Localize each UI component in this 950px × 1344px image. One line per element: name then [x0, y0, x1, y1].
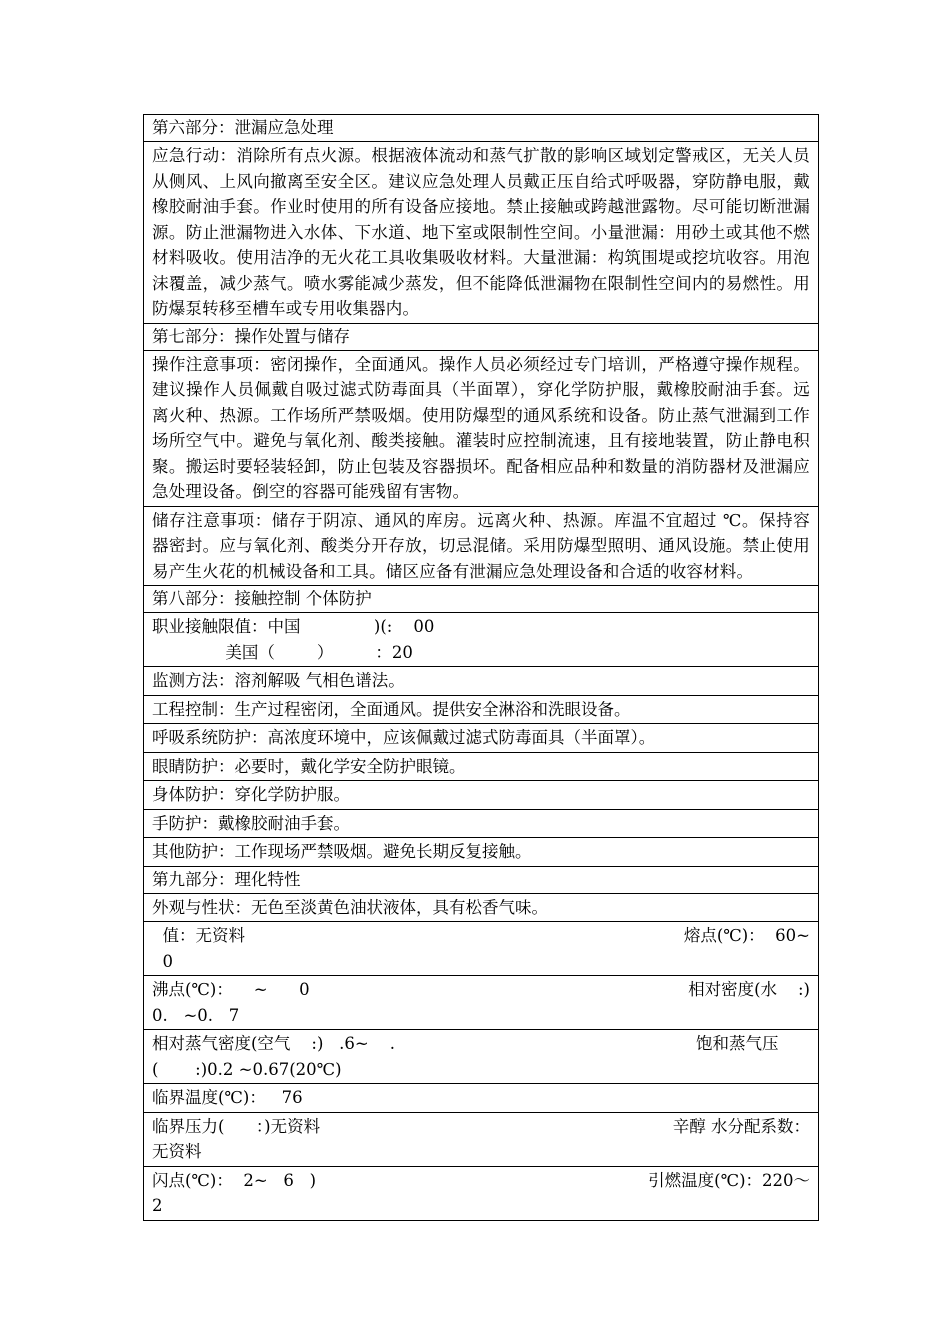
flash-ignition-row	[144, 1166, 818, 1220]
vapor-pressure-cont: ( :)0.2 ~0.67(20℃)	[152, 1059, 342, 1079]
hand-protection: 手防护：戴橡胶耐油手套。	[144, 809, 818, 838]
other-protection: 其他防护：工作现场严禁吸烟。避免长期反复接触。	[144, 837, 818, 866]
emergency-response-text: 应急行动：消除所有点火源。根据液体流动和蒸气扩散的影响区域划定警戒区，无关人员从侧风、上风向撤离至安全区。建议应急处理人员戴正压自给式呼吸器，穿防静电服，戴橡胶耐油手套。作业时使用的所有设备应接地。禁止接触或跨越泄露物。尽可能切断泄漏源。防止泄漏物进入水体、下水道、地下室或限制性空间。小量泄漏：用砂土或其他不燃材料吸收。使用洁净的无火花工具收集吸收材料。大量泄漏：构筑围堤或挖坑收容。用泡沫覆盖，减少蒸气。喷水雾能减少蒸发，但不能降低泄漏物在限制性空间内的易燃性。用防爆泵转移至槽车或专用收集器内。	[144, 141, 818, 323]
partition-coefficient-cont: 无资料	[152, 1142, 202, 1161]
relative-density-cont: 0. ~0. 7	[152, 1005, 240, 1025]
part8-title: 第八部分：接触控制 个体防护	[144, 585, 818, 612]
exposure-limit-usa: 美国（ ） ：20	[152, 642, 413, 662]
monitoring-method: 监测方法：溶剂解吸 气相色谱法。	[144, 666, 818, 695]
critical-temperature: 临界温度(℃)： 76	[144, 1083, 818, 1112]
ph-melting-row	[144, 921, 818, 975]
boiling-density-row	[144, 975, 818, 1029]
ignition-temperature-cont: 2	[152, 1196, 163, 1215]
body-protection: 身体防护：穿化学防护服。	[144, 780, 818, 809]
part9-title: 第九部分：理化特性	[144, 866, 818, 893]
ph-value: 值：无资料	[152, 926, 245, 945]
vapor-row	[144, 1029, 818, 1083]
critical-pressure-row	[144, 1112, 818, 1166]
respiratory-protection: 呼吸系统防护：高浓度环境中，应该佩戴过滤式防毒面具（半面罩）。	[144, 723, 818, 752]
handling-precautions-text: 操作注意事项：密闭操作，全面通风。操作人员必须经过专门培训，严格遵守操作规程。建议操作人员佩戴自吸过滤式防毒面具（半面罩），穿化学防护服，戴橡胶耐油手套。远离火种、热源。工作场所严禁吸烟。使用防爆型的通风系统和设备。防止蒸气泄漏到工作场所空气中。避免与氧化剂、酸类接触。灌装时应控制流速，且有接地装置，防止静电积聚。搬运时要轻装轻卸，防止包装及容器损坏。配备相应品种和数量的消防器材及泄漏应急处理设备。倒空的容器可能残留有害物。	[144, 350, 818, 506]
appearance: 外观与性状：无色至淡黄色油状液体，具有松香气味。	[144, 893, 818, 922]
vapor-density: 相对蒸气密度(空气 :) .6~ .	[152, 1034, 395, 1053]
part6-title: 第六部分：泄漏应急处理	[152, 118, 334, 137]
exposure-limit-china: 职业接触限值：中国 )(: 00	[152, 617, 435, 636]
partition-coefficient: 辛醇 水分配系数：	[672, 1116, 810, 1136]
part7-title: 第七部分：操作处置与储存	[144, 323, 818, 350]
vapor-pressure: 饱和蒸气压	[696, 1034, 810, 1053]
msds-table	[143, 114, 819, 1221]
critical-pressure: 临界压力( ：)无资料	[152, 1116, 321, 1136]
melting-point-cont: 0	[152, 951, 173, 971]
flash-point: 闪点(℃)： 2~ 6 )	[152, 1170, 317, 1190]
storage-precautions-text: 储存注意事项：储存于阴凉、通风的库房。远离火种、热源。库温不宜超过 ℃。保持容器密封。应与氧化剂、酸类分开存放，切忌混储。采用防爆型照明、通风设施。禁止使用易产生火花的机械设备和工具。储区应备有泄漏应急处理设备和合适的收容材料。	[144, 506, 818, 586]
melting-point: 熔点(℃)： 60~	[683, 926, 810, 945]
exposure-limits	[144, 612, 818, 666]
ignition-temperature: 引燃温度(℃)：220～	[648, 1170, 810, 1190]
engineering-control: 工程控制：生产过程密闭，全面通风。提供安全淋浴和洗眼设备。	[144, 695, 818, 724]
eye-protection: 眼睛防护：必要时，戴化学安全防护眼镜。	[144, 752, 818, 781]
boiling-point: 沸点(℃)： ~ 0	[152, 980, 310, 999]
relative-density: 相对密度(水 :)	[688, 980, 810, 999]
